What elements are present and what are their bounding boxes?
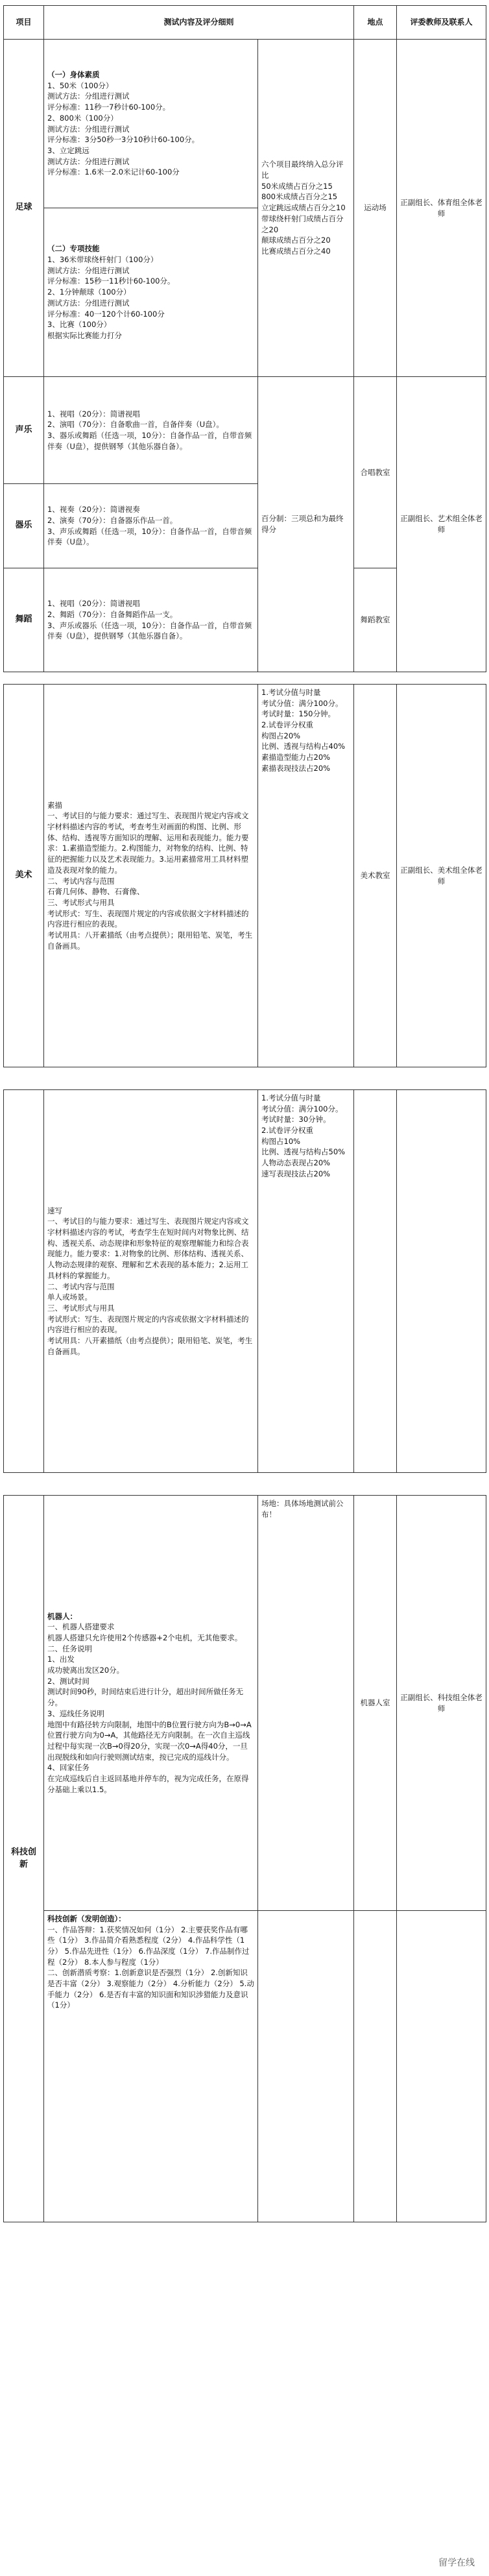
tech-judge: 正副组长、科技组全体老师 xyxy=(397,1496,486,1911)
art-speed-table xyxy=(3,1089,486,1473)
art-sketch-line: 二、考试内容与范围 xyxy=(47,876,115,886)
football-skill-line: 2、1分钟颠球（100分） xyxy=(47,287,131,297)
art-judge: 正副组长、美术组全体老师 xyxy=(397,685,486,1067)
header-judge: 评委教师及联系人 xyxy=(397,6,486,40)
football-skill-line: 测试方法：分组进行测试 xyxy=(47,298,130,308)
football-score-line: 立定跳远成绩占百分之10 xyxy=(261,203,346,213)
football-score-line: 比赛成绩占百分之40 xyxy=(261,246,331,256)
art-speed-line: 考试用具：八开素描纸（由考点提供）；限用铅笔、炭笔，考生自备画具。 xyxy=(47,1335,253,1356)
tech-robot-line: 地图中有路径转方向限制，地图中的B位置行驶方向为B→0→A位置行驶方向为0→A，其他路径无方向限制。在一次自主巡线过程中每实现一次B→0得20分，实现一次0→A得40分，一旦出现脱线和如向行驶则测试结束，按已完成的巡线计分。 xyxy=(47,1719,252,1762)
art-speed-score-line: 速写表现技法占20% xyxy=(261,1169,331,1178)
tech-robot-row xyxy=(4,1496,486,1911)
tech-robot-line: 在完成巡线后自主返回基地并停车的，视为完成任务，在原得分基础上乘以1.5。 xyxy=(47,1773,249,1794)
tech-item: 科技创新 xyxy=(4,1496,44,2222)
art-speed-score-line: 比例、透视与结构占50% xyxy=(261,1147,346,1157)
art-speed-score-line: 1.考试分值与时量 xyxy=(261,1093,321,1102)
football-score-line: 颠球成绩占百分之20 xyxy=(261,236,331,245)
tech-invention-row xyxy=(4,1911,486,2222)
football-skill-line: 评分标准：40一120个计60-100分 xyxy=(47,309,165,319)
art-speed-score-line: 考试分值：满分100分。 xyxy=(261,1104,343,1113)
art-item: 美术 xyxy=(4,685,44,1067)
header-place: 地点 xyxy=(354,6,397,40)
dance-line: 1、视唱（20分）：简谱视唱 xyxy=(47,599,140,609)
instrument-line: 2、演奏（70分）：自备器乐作品一首。 xyxy=(47,515,178,525)
football-physical-line: 测试方法：分组进行测试 xyxy=(47,156,130,166)
music-score: 百分制：三项总和为最终得分 xyxy=(258,377,354,672)
art-sketch-score-line: 素描造型能力占20% xyxy=(261,753,331,762)
art-speed-line: 考试形式：写生、表现图片规定的内容或依据文字材料描述的内容进行相应的表现。 xyxy=(47,1314,249,1335)
art-sketch-score-line: 比例、透视与结构占40% xyxy=(261,742,346,751)
tech-invention-content xyxy=(44,1911,258,2222)
tech-invention-title: 科技创新（发明创造）： xyxy=(47,1914,126,1923)
art-speed-line: 三、考试形式与用具 xyxy=(47,1303,115,1313)
tech-robot-line: 1、出发 xyxy=(47,1655,75,1664)
tech-robot-line: 测试时间90秒，时间结束后进行计分，超出时间所做任务无分。 xyxy=(47,1687,244,1708)
football-place: 运动场 xyxy=(354,40,397,377)
art-speed-line: 速写 xyxy=(47,1206,62,1215)
football-judge: 正副组长、体育组全体老师 xyxy=(397,40,486,377)
football-physical-line: 2、800米（100分） xyxy=(47,113,118,123)
art-sketch-row xyxy=(4,685,486,1067)
art-speed-place-cell xyxy=(354,1090,397,1473)
tech-table xyxy=(3,1495,486,2222)
art-sketch-line: 素描 xyxy=(47,800,62,810)
art-sketch-line: 三、考试形式与用具 xyxy=(47,897,115,907)
vocal-content xyxy=(44,377,258,484)
art-speed-content xyxy=(44,1090,258,1473)
tech-place: 机器人室 xyxy=(354,1496,397,1911)
football-skill-line: 3、比赛（100分） xyxy=(47,320,112,330)
football-physical-line: 测试方法：分组进行测试 xyxy=(47,91,130,101)
art-speed-line: 单人或场景。 xyxy=(47,1293,92,1302)
tech-invention-line: 二、创新潜质考察：1.创新意识是否强烈（1分） 2.创新知识是否丰富（2分） 3.观察能力（2分） 4.分析能力（2分） 5.动手能力（2分） 6.是否有丰富的知识面和知识涉猎能力及意识（1分） xyxy=(47,1968,254,2010)
dance-line: 2、舞蹈（70分）：自备舞蹈作品一支。 xyxy=(47,609,178,619)
art-sketch-line: 一、考试目的与能力要求：通过写生、表现图片规定内容或文字材料描述内容的考试，考查考生对画面的构图、比例、形体、结构、透视等方面知识的理解、运用和表现能力。能力要求：1.素描造型能力。2.构图能力，对物象的结构、比例、特征的把握能力以及艺术表现能力。3.运用素描常用工具材料塑造及表现对象的能力。 xyxy=(47,811,249,875)
tech-robot-line: 一、机器人搭建要求 xyxy=(47,1622,115,1632)
art-sketch-line: 考试形式：写生、表现图片规定的内容或依据文字材料描述的内容进行相应的表现。 xyxy=(47,908,249,929)
music-judge: 正副组长、艺术组全体老师 xyxy=(397,377,486,672)
football-score-line: 50米成绩占百分之15 xyxy=(261,181,333,191)
tech-robot-score: 场地：具体场地测试前公布！ xyxy=(258,1496,354,1911)
football-score-line: 六个项目最终纳入总分评比 xyxy=(261,160,344,180)
art-speed-score-line: 人物动态表现占20% xyxy=(261,1158,331,1168)
vocal-line: 2、演唱（70分）：自备歌曲一首，自备伴奏（U盘）。 xyxy=(47,420,224,430)
art-speed-score-line: 构图占10% xyxy=(261,1136,301,1146)
dance-item: 舞蹈 xyxy=(4,568,44,672)
football-physical-title: （一）身体素质 xyxy=(47,70,100,80)
instrument-line: 1、视奏（20分）：简谱视奏 xyxy=(47,505,140,515)
art-sketch-content xyxy=(44,685,258,1067)
football-score-line: 800米成绩占百分之15 xyxy=(261,192,338,202)
football-skill-line: 1、36米带球绕杆射门（100分） xyxy=(47,255,158,265)
football-skill-line: 根据实际比赛能力打分 xyxy=(47,330,122,340)
art-sketch-table xyxy=(3,684,486,1067)
tech-robot-title: 机器人： xyxy=(47,1611,77,1621)
table-header-row xyxy=(4,6,486,40)
art-sketch-line: 考试用具：八开素描纸（由考点提供）；限用铅笔、炭笔，考生自备画具。 xyxy=(47,930,253,951)
tech-invention-score-cell xyxy=(258,1911,354,2222)
art-speed-item-cell xyxy=(4,1090,44,1473)
art-speed-line: 二、考试内容与范围 xyxy=(47,1282,115,1291)
tech-robot-content xyxy=(44,1496,258,1911)
art-place: 美术教室 xyxy=(354,685,397,1067)
dance-content xyxy=(44,568,258,672)
instrument-content xyxy=(44,484,258,568)
football-skill-title: （二）专项技能 xyxy=(47,244,100,254)
tech-robot-line: 成功驶离出发区20分。 xyxy=(47,1666,125,1675)
football-physical-line: 3、立定跳远 xyxy=(47,145,89,155)
instrument-item: 器乐 xyxy=(4,484,44,568)
art-speed-judge-cell xyxy=(397,1090,486,1473)
football-score-line: 带球绕杆射门成绩占百分之20 xyxy=(261,213,344,234)
header-item: 项目 xyxy=(4,6,44,40)
vocal-row xyxy=(4,377,486,484)
art-speed-line: 一、考试目的与能力要求：通过写生、表现图片规定内容或文字材料描述内容的考试，考查学生在短时间内对物象比例、结构、透视关系、动态规律和形象特征的观察理解能力和综合表现能力。能力要求：1.对物象的比例、形体结构、透视关系、人物动态规律的观察、理解和艺术表现的基本能力；2.运用工具材料的掌握能力。 xyxy=(47,1217,249,1280)
vocal-line: 1、视唱（20分）：简谱视唱 xyxy=(47,409,140,419)
football-physical-row xyxy=(4,40,486,208)
tech-robot-line: 3、巡线任务说明 xyxy=(47,1708,104,1718)
art-sketch-score-line: 1.考试分值与时量 xyxy=(261,688,321,697)
vocal-item: 声乐 xyxy=(4,377,44,484)
tech-invention-judge-cell xyxy=(397,1911,486,2222)
music-place-dance: 舞蹈教室 xyxy=(354,568,397,672)
football-item: 足球 xyxy=(4,40,44,377)
football-skill-line: 测试方法：分组进行测试 xyxy=(47,265,130,275)
tech-invention-line: 一、作品答辩：1.获奖情况如何（1分） 2.主要获奖作品有哪些（1分） 3.作品简介看熟悉程度（2分） 4.作品科学性（1分） 5.作品先进性（1分） 6.作品深度（1分） 7.作品制作过程（2分） 8.本人参与程度（1分） xyxy=(47,1925,250,1967)
instrument-line: 3、声乐或舞蹈（任选一项，10分）：自备作品一首，自带音频伴奏（U盘）。 xyxy=(47,526,252,547)
tech-robot-line: 4、回家任务 xyxy=(47,1763,89,1773)
exam-spec-table xyxy=(3,5,486,672)
vocal-line: 3、器乐或舞蹈（任选一项，10分）：自备作品一首，自带音频伴奏（U盘），提供钢琴（其他乐器自备）。 xyxy=(47,431,252,451)
watermark-logo: 留学在线 xyxy=(438,2557,475,2568)
art-sketch-score xyxy=(258,685,354,1067)
football-skill-line: 评分标准：15秒一11秒计60-100分。 xyxy=(47,276,175,286)
art-sketch-line: 石膏几何体、静物、石膏像、 xyxy=(47,887,145,897)
football-physical-content xyxy=(44,40,258,208)
football-physical-line: 测试方法：分组进行测试 xyxy=(47,124,130,134)
art-sketch-score-line: 构图占20% xyxy=(261,731,301,740)
art-sketch-score-line: 考试时量：150分钟。 xyxy=(261,709,335,719)
dance-line: 3、声乐或器乐（任选一项，10分）：自备作品一首，自带音频伴奏（U盘），提供钢琴（其他乐器自备）。 xyxy=(47,620,252,641)
art-sketch-score-line: 考试分值：满分100分。 xyxy=(261,698,343,708)
header-content: 测试内容及评分细则 xyxy=(44,6,354,40)
football-physical-line: 评分标准：3分50秒一3分10秒计60-100分。 xyxy=(47,135,200,145)
tech-robot-line: 2、测试时间 xyxy=(47,1676,89,1686)
art-sketch-score-line: 素描表现技法占20% xyxy=(261,763,331,773)
football-skill-content xyxy=(44,208,258,377)
tech-robot-line: 二、任务说明 xyxy=(47,1644,92,1653)
art-speed-score-line: 2.试卷评分权重 xyxy=(261,1126,313,1136)
art-sketch-score-line: 2.试卷评分权重 xyxy=(261,720,313,730)
art-speed-score xyxy=(258,1090,354,1473)
football-physical-line: 评分标准：1.6米一2.0米记计60-100分 xyxy=(47,167,180,177)
football-score xyxy=(258,40,354,377)
tech-robot-line: 机器人搭建只允许使用2个传感器+2个电机，无其他要求。 xyxy=(47,1633,243,1643)
art-speed-score-line: 考试时量：30分钟。 xyxy=(261,1115,331,1124)
art-speed-row xyxy=(4,1090,486,1473)
music-place-choir: 合唱教室 xyxy=(354,377,397,568)
football-physical-line: 评分标准：11秒一7秒计60-100分。 xyxy=(47,103,171,112)
tech-invention-place-cell xyxy=(354,1911,397,2222)
football-physical-line: 1、50米（100分） xyxy=(47,80,113,90)
